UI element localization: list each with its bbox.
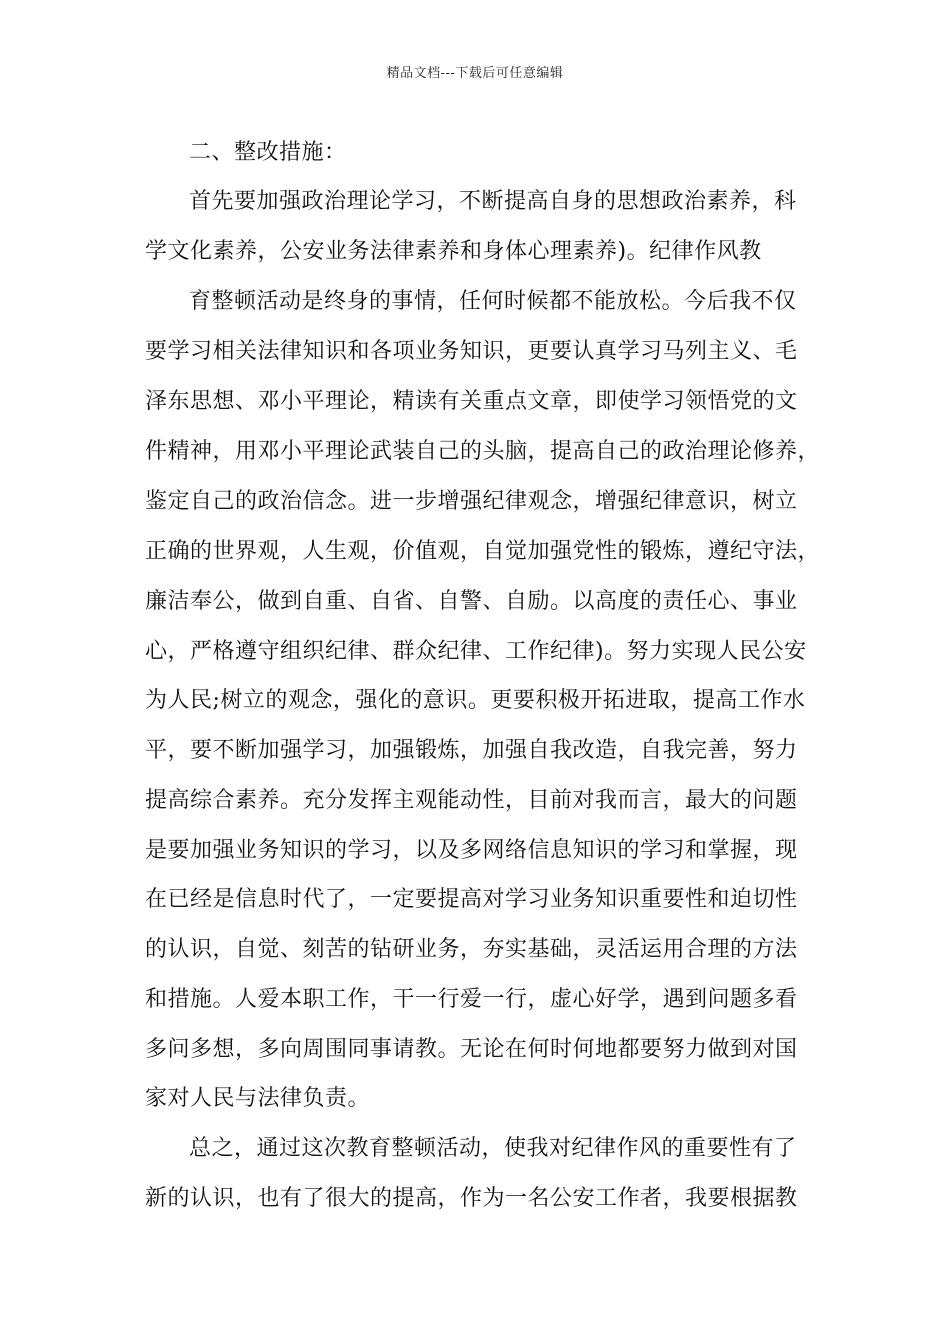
section-heading: 二、整改措施： — [189, 140, 347, 165]
text-line: 鉴定自己的政治信念。进一步增强纪律观念，增强纪律意识，树立 — [145, 489, 798, 514]
text-line: 学文化素养，公安业务法律素养和身体心理素养)。纪律作风教 — [145, 239, 762, 264]
text-line: 心，严格遵守组织纪律、群众纪律、工作纪律)。努力实现人民公安 — [145, 639, 807, 664]
text-line: 泽东思想、邓小平理论，精读有关重点文章，即使学习领悟党的文 — [145, 389, 798, 414]
text-line: 总之，通过这次教育整顿活动，使我对纪律作风的重要性有了 — [189, 1136, 797, 1161]
text-line: 和措施。人爱本职工作，干一行爱一行，虚心好学，遇到问题多看 — [145, 987, 798, 1012]
text-line: 育整顿活动是终身的事情，任何时候都不能放松。今后我不仅 — [189, 289, 797, 314]
text-line: 要学习相关法律知识和各项业务知识，更要认真学习马列主义、毛 — [145, 339, 798, 364]
text-line: 首先要加强政治理论学习，不断提高自身的思想政治素养，科 — [189, 189, 797, 214]
text-line: 多问多想，多向周围同事请教。无论在何时何地都要努力做到对国 — [145, 1037, 798, 1062]
text-line: 在已经是信息时代了，一定要提高对学习业务知识重要性和迫切性 — [145, 887, 798, 912]
text-line: 提高综合素养。充分发挥主观能动性，目前对我而言，最大的问题 — [145, 788, 798, 813]
text-line: 家对人民与法律负责。 — [145, 1086, 371, 1111]
text-line: 新的认识，也有了很大的提高，作为一名公安工作者，我要根据教 — [145, 1186, 798, 1211]
text-line: 为人民;树立的观念，强化的意识。更要积极开拓进取，提高工作水 — [145, 688, 806, 713]
text-line: 平，要不断加强学习，加强锻炼，加强自我改造，自我完善，努力 — [145, 738, 798, 763]
text-line: 件精神，用邓小平理论武装自己的头脑，提高自己的政治理论修养， — [145, 439, 821, 464]
text-line: 的认识，自觉、刻苦的钻研业务，夯实基础，灵活运用合理的方法 — [145, 937, 798, 962]
page-header: 精品文档---下载后可任意编辑 — [386, 66, 564, 81]
text-line: 廉洁奉公，做到自重、自省、自警、自励。以高度的责任心、事业 — [145, 589, 798, 614]
text-line: 正确的世界观，人生观，价值观，自觉加强党性的锻炼，遵纪守法， — [145, 539, 821, 564]
text-line: 是要加强业务知识的学习，以及多网络信息知识的学习和掌握，现 — [145, 838, 798, 863]
